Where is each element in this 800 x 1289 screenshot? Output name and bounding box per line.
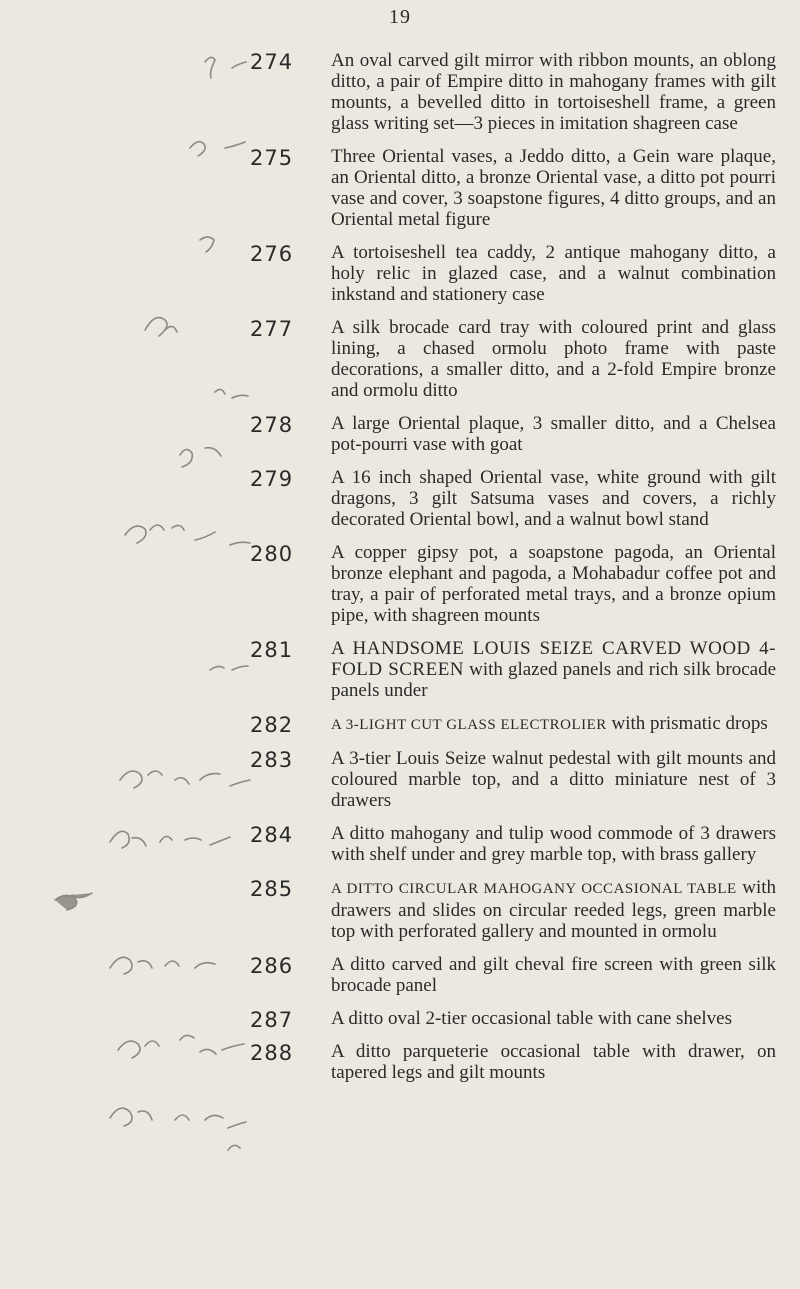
lot-number: 275 <box>250 146 294 170</box>
lot-277 <box>0 317 800 401</box>
lot-number: 280 <box>250 542 294 566</box>
lot-number: 283 <box>250 748 294 772</box>
lot-288 <box>0 1041 800 1083</box>
lot-description: A tortoiseshell tea caddy, 2 antique mahogany ditto, a holy relic in glazed case, and a walnut combination inkstand and stationery case <box>331 242 776 305</box>
lot-description: A ditto carved and gilt cheval fire screen with green silk brocade panel <box>331 954 776 996</box>
page-number: 19 <box>389 6 411 28</box>
lot-280 <box>0 542 800 626</box>
lot-description: A ditto parqueterie occasional table with drawer, on tapered legs and gilt mounts <box>331 1041 776 1083</box>
lot-description-rest: with glazed panels and rich silk brocade panels under <box>331 659 776 701</box>
lot-287 <box>0 1008 800 1032</box>
lot-description: An oval carved gilt mirror with ribbon mounts, an oblong ditto, a pair of Empire ditto in mahogany frames with gilt mounts, a bevelled ditto in tortoiseshell frame, a green glass writing set—3 pieces in imitation shagreen case <box>331 50 776 134</box>
lot-number: 278 <box>250 413 294 437</box>
lot-lead-caps: A HANDSOME LOUIS SEIZE CARVED WOOD 4-FOLD SCREEN <box>331 638 776 680</box>
lot-description <box>331 877 776 942</box>
lot-number: 281 <box>250 638 294 662</box>
lot-285 <box>0 877 800 942</box>
lot-number: 288 <box>250 1041 294 1065</box>
lot-number: 284 <box>250 823 294 847</box>
lot-number: 287 <box>250 1008 294 1032</box>
lot-278 <box>0 413 800 455</box>
lot-282 <box>0 713 800 736</box>
lot-number: 285 <box>250 877 294 901</box>
lot-lead-caps: A 3-LIGHT CUT GLASS ELECTROLIER <box>331 717 607 733</box>
lot-description-rest: with prismatic drops <box>606 713 768 734</box>
lot-number: 276 <box>250 242 294 266</box>
lot-283 <box>0 748 800 811</box>
lot-lead-caps: A DITTO CIRCULAR MAHOGANY OCCASIONAL TABLE <box>331 881 737 897</box>
lot-number: 282 <box>250 713 294 737</box>
lot-description <box>331 638 776 701</box>
lot-number: 274 <box>250 50 294 74</box>
lot-description: A ditto oval 2-tier occasional table with cane shelves <box>331 1008 732 1029</box>
lot-number: 279 <box>250 467 294 491</box>
lot-276 <box>0 242 800 305</box>
lot-279 <box>0 467 800 530</box>
lot-description: A large Oriental plaque, 3 smaller ditto, and a Chelsea pot-pourri vase with goat <box>331 413 776 455</box>
lot-274 <box>0 50 800 134</box>
lot-286 <box>0 954 800 996</box>
lot-description: A copper gipsy pot, a soapstone pagoda, an Oriental bronze elephant and pagoda, a Mohabadur coffee pot and tray, a pair of perforated metal trays, and a bronze opium pipe, with shagreen mounts <box>331 542 776 626</box>
lot-281 <box>0 638 800 701</box>
lot-number: 286 <box>250 954 294 978</box>
lot-list <box>0 50 800 1095</box>
lot-275 <box>0 146 800 230</box>
lot-description: A 16 inch shaped Oriental vase, white ground with gilt dragons, 3 gilt Satsuma vases and covers, a richly decorated Oriental bowl, and a walnut bowl stand <box>331 467 776 530</box>
lot-description-rest: with drawers and slides on circular reeded legs, green marble top with perforated gallery and mounted in ormolu <box>331 877 777 942</box>
lot-284 <box>0 823 800 865</box>
lot-description: Three Oriental vases, a Jeddo ditto, a Gein ware plaque, an Oriental ditto, a bronze Oriental vase, a ditto pot pourri vase and cover, 3 soapstone figures, 4 ditto groups, and an Oriental metal figure <box>331 146 776 230</box>
lot-description: A ditto mahogany and tulip wood commode of 3 drawers with shelf under and grey marble top, with brass gallery <box>331 823 776 865</box>
lot-description: A silk brocade card tray with coloured print and glass lining, a chased ormolu photo frame with paste decorations, a smaller ditto, and a 2-fold Empire bronze and ormolu ditto <box>331 317 776 401</box>
lot-description <box>331 713 776 736</box>
lot-number: 277 <box>250 317 294 341</box>
lot-description: A 3-tier Louis Seize walnut pedestal with gilt mounts and coloured marble top, and a ditto miniature nest of 3 drawers <box>331 748 776 811</box>
